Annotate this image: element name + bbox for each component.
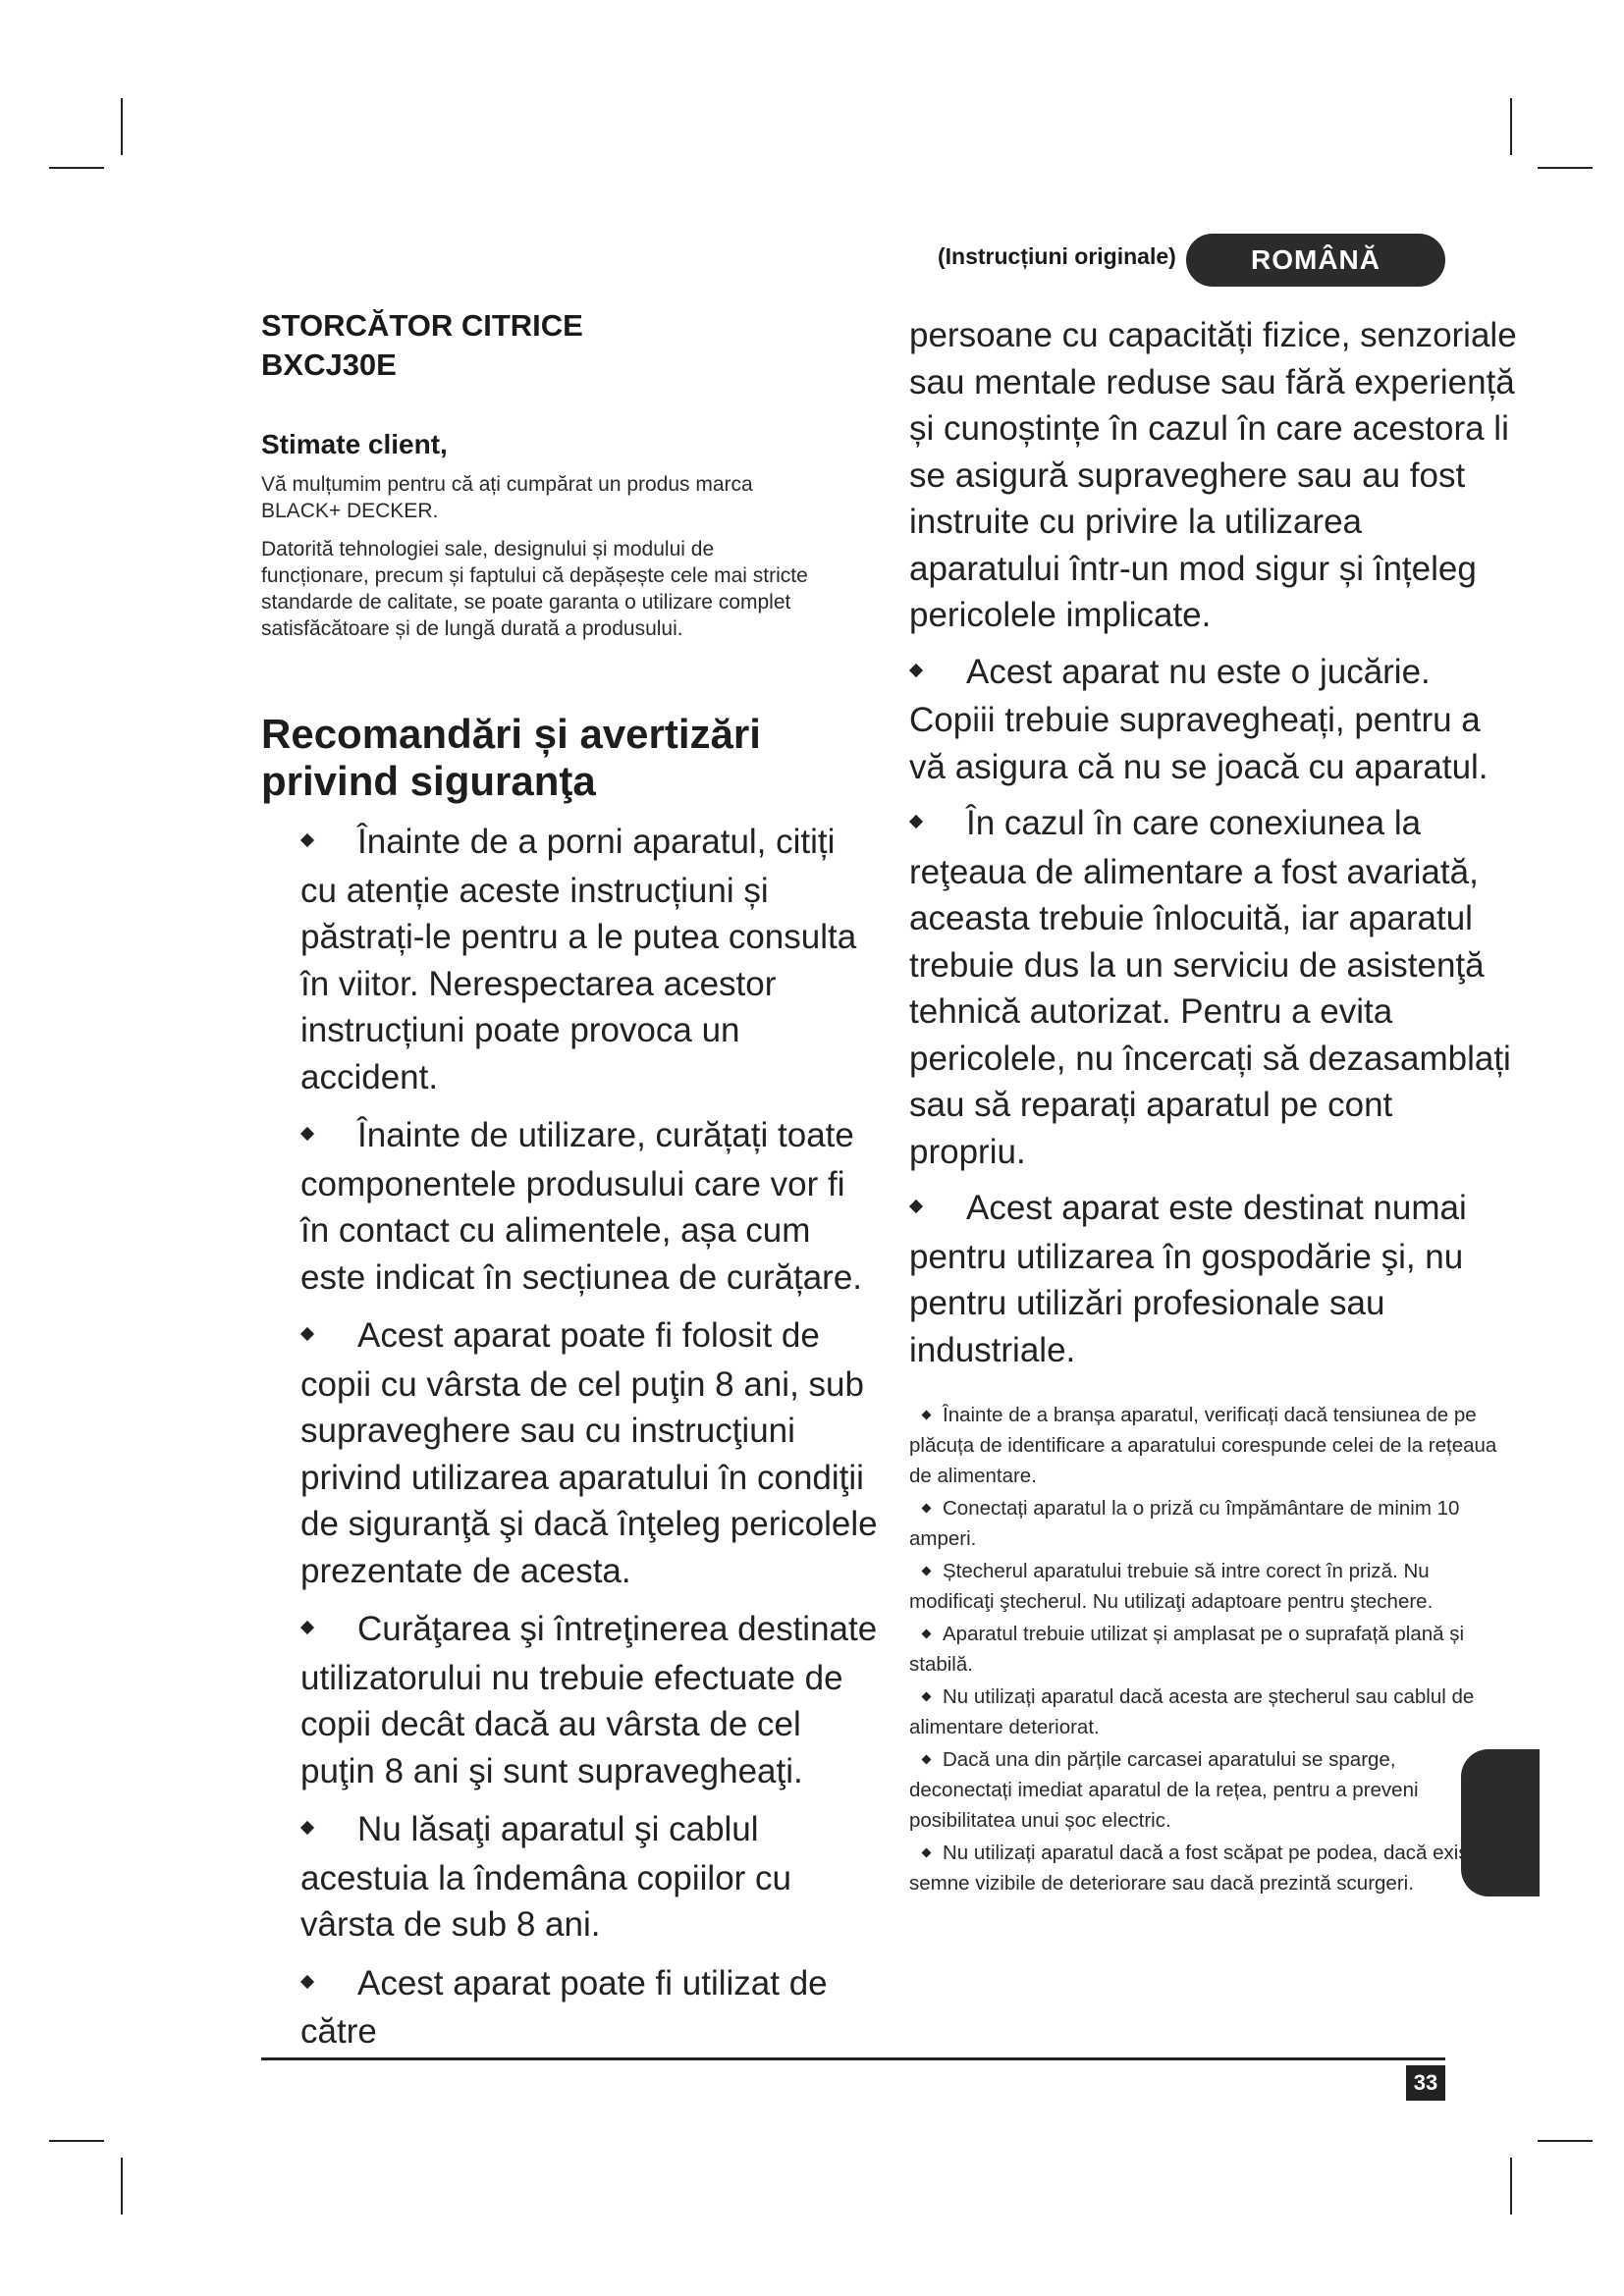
list-item: Nu lăsaţi aparatul şi cablul acestuia la îndemâna copiilor cu vârsta de sub 8 ani. <box>300 1806 880 1949</box>
bullet-icon <box>300 1804 357 1851</box>
list-item: În cazul în care conexiunea la reţeaua de alimentare a fost avariată, aceasta trebuie înlocuită, iar aparatul trebuie dus la un serviciu de asistenţă tehnică autorizat. Pentru a evita pericolele, nu încercați să dezasamblați sau să reparați aparatul pe cont propriu. <box>909 800 1518 1175</box>
bullet-icon <box>909 647 966 694</box>
intro-paragraph: Datorită tehnologiei sale, designului și modului de funcționare, precum și faptului că depășește cele mai stricte standarde de calitate, se poate garanta o utilizare complet satisfăcătoare și de lungă durată a produsului. <box>261 538 808 640</box>
list-item: Nu utilizați aparatul dacă acesta are ștecherul sau cablul de alimentare deteriorat. <box>909 1682 1498 1742</box>
list-item: Acest aparat nu este o jucărie. Copiii trebuie supravegheați, pentru a vă asigura că nu se joacă cu aparatul. <box>909 649 1518 791</box>
bullet-icon <box>909 1553 943 1583</box>
safety-list-small <box>909 1400 1498 1900</box>
product-model: BXCJ30E <box>261 347 397 382</box>
list-item: Aparatul trebuie utilizat și amplasat pe o suprafață plană și stabilă. <box>909 1619 1498 1680</box>
list-item: Conectați aparatul la o priză cu împământare de minim 10 amperi. <box>909 1493 1498 1554</box>
list-item: Înainte de utilizare, curățați toate componentele produsului care vor fi în contact cu alimentele, așa cum este indicat în secțiunea de curățare. <box>300 1112 880 1301</box>
crop-mark <box>1510 2158 1512 2215</box>
crop-mark <box>49 167 104 169</box>
language-tab: ROMÂNĂ <box>1186 234 1445 287</box>
bullet-icon <box>909 1616 943 1646</box>
bullet-icon <box>300 817 357 864</box>
crop-mark <box>121 2158 123 2215</box>
page-number: 33 <box>1406 2065 1445 2101</box>
list-item: Înainte de a porni aparatul, citiți cu atenție aceste instrucțiuni și păstrați-le pentru a le putea consulta în viitor. Nerespectarea acestor instrucțiuni poate provoca un accident. <box>300 819 880 1100</box>
bullet-icon <box>909 1183 966 1230</box>
continuation-paragraph: persoane cu capacități fizice, senzoriale sau mentale reduse sau fără experiență și cunoștințe în cazul în care acestora li se asigură supraveghere sau au fost instruite cu privire la utilizarea aparatului într-un mod sigur și înțeleg pericolele implicate. <box>909 316 1517 634</box>
safety-title: Recomandări și avertizări privind siguranţa <box>261 711 761 804</box>
bullet-icon <box>909 1490 943 1521</box>
crop-mark <box>1538 167 1593 169</box>
bullet-icon <box>909 1741 943 1772</box>
crop-mark <box>49 2140 104 2142</box>
list-item: Dacă una din părțile carcasei aparatului se sparge, deconectați imediat aparatul de la rețea, pentru a preveni posibilitatea unui șoc electric. <box>909 1744 1498 1836</box>
product-name: STORCĂTOR CITRICE <box>261 308 583 343</box>
right-column <box>909 312 1518 1895</box>
bullet-icon <box>909 1679 943 1709</box>
bullet-icon <box>909 798 966 845</box>
crop-mark <box>1510 98 1512 155</box>
crop-mark <box>121 98 123 155</box>
left-column <box>261 306 890 2051</box>
list-item: Acest aparat poate fi utilizat de către <box>300 1960 880 2056</box>
greeting: Stimate client, <box>261 429 448 459</box>
list-item: Nu utilizați aparatul dacă a fost scăpat pe podea, dacă există semne vizibile de deteriorare sau dacă prezintă scurgeri. <box>909 1838 1498 1898</box>
footer-rule <box>261 2057 1445 2060</box>
bullet-icon <box>300 1110 357 1157</box>
bullet-icon <box>300 1958 357 2005</box>
bullet-icon <box>300 1604 357 1651</box>
bullet-icon <box>909 1397 943 1427</box>
list-item: Ștecherul aparatului trebuie să intre corect în priză. Nu modificaţi ştecherul. Nu utilizaţi adaptoare pentru ştechere. <box>909 1556 1498 1617</box>
bullet-icon <box>300 1310 357 1358</box>
intro-paragraph: Vă mulțumim pentru că ați cumpărat un produs marca BLACK+ DECKER. <box>261 473 753 522</box>
crop-mark <box>1538 2140 1593 2142</box>
list-item: Acest aparat este destinat numai pentru utilizarea în gospodărie şi, nu pentru utilizări profesionale sau industriale. <box>909 1185 1518 1373</box>
safety-list-left <box>300 819 880 2067</box>
list-item: Curăţarea şi întreţinerea destinate utilizatorului nu trebuie efectuate de copii decât dacă au vârsta de cel puţin 8 ani şi sunt supravegheaţi. <box>300 1606 880 1794</box>
list-item: Acest aparat poate fi folosit de copii cu vârsta de cel puţin 8 ani, sub supraveghere sau cu instrucţiuni privind utilizarea aparatului în condiţii de siguranţă şi dacă înţeleg pericolele prezentate de acesta. <box>300 1312 880 1594</box>
header-note: (Instrucțiuni originale) <box>938 243 1176 269</box>
bullet-icon <box>909 1835 943 1865</box>
list-item: Înainte de a branșa aparatul, verificați dacă tensiunea de pe plăcuța de identificare a aparatului corespunde celei de la rețeaua de alimentare. <box>909 1400 1498 1491</box>
